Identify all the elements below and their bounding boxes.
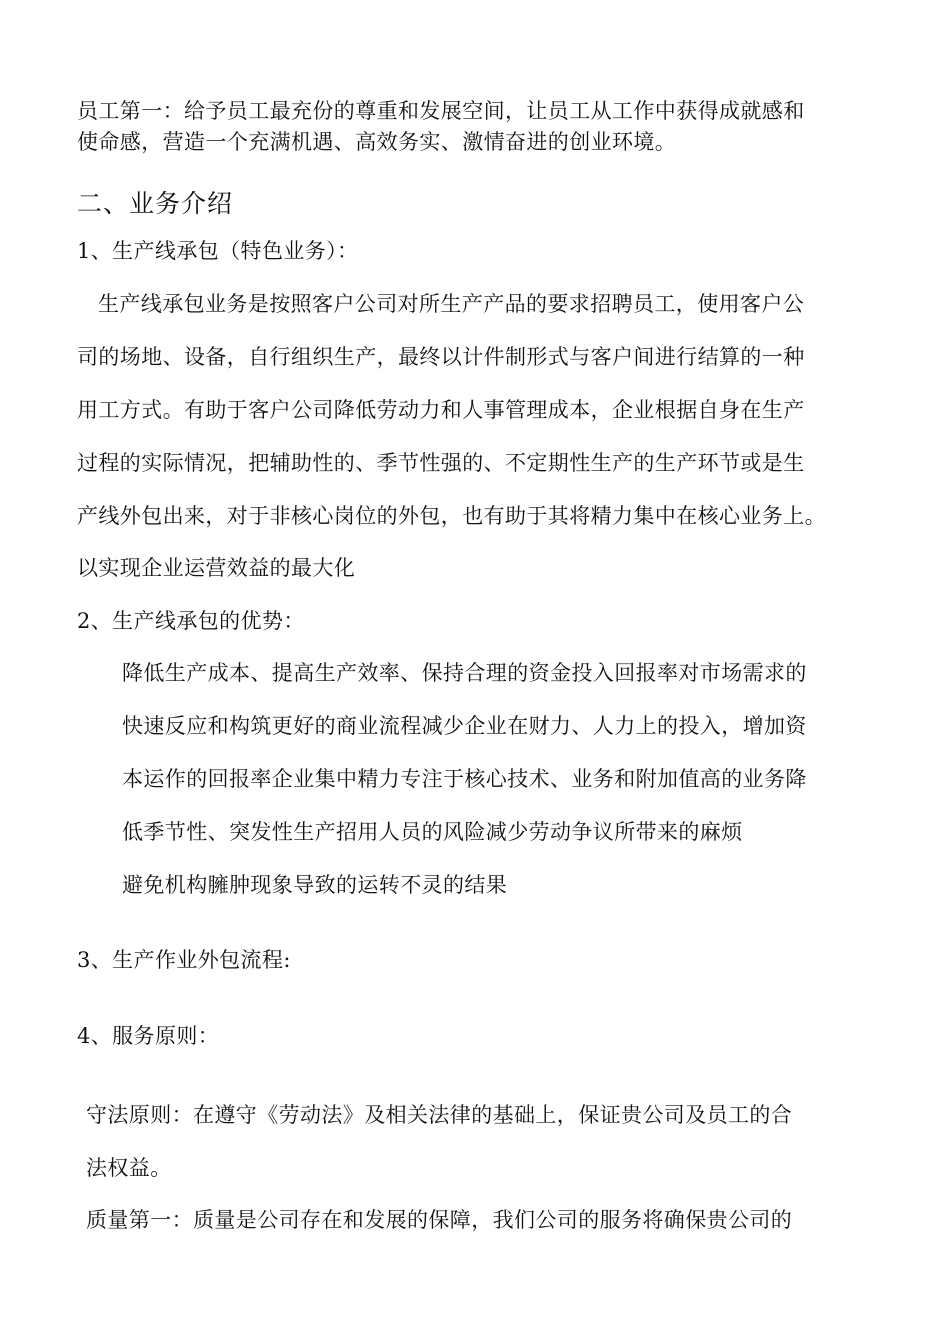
item2-title: 2、生产线承包的优势：: [77, 609, 305, 633]
item2-para-line: 低季节性、突发性生产招用人员的风险减少劳动争议所带来的麻烦: [122, 820, 743, 844]
item1-para-line: 以实现企业运营效益的最大化: [77, 556, 356, 580]
item1-para-line: 司的场地、设备，自行组织生产，最终以计件制形式与客户间进行结算的一种: [77, 345, 805, 369]
principle-line: 守法原则：在遵守《劳动法》及相关法律的基础上，保证贵公司及员工的合: [86, 1103, 793, 1127]
intro-line-1: 员工第一：给予员工最充份的尊重和发展空间，让员工从工作中获得成就感和: [77, 99, 805, 123]
item1-title: 1、生产线承包（特色业务）：: [77, 239, 359, 263]
item2-para-line: 避免机构臃肿现象导致的运转不灵的结果: [122, 873, 508, 897]
item3-title: 3、生产作业外包流程:: [77, 948, 291, 972]
item1-para-line: 生产线承包业务是按照客户公司对所生产产品的要求招聘员工，使用客户公: [98, 292, 805, 316]
intro-line-2: 使命感，营造一个充满机遇、高效务实、激情奋进的创业环境。: [77, 130, 677, 154]
item4-title: 4、服务原则：: [77, 1024, 220, 1048]
principle-line: 质量第一：质量是公司存在和发展的保障，我们公司的服务将确保贵公司的: [86, 1208, 793, 1232]
item1-para-line: 用工方式。有助于客户公司降低劳动力和人事管理成本，企业根据自身在生产: [77, 398, 805, 422]
section-heading: 二、业务介绍: [77, 189, 234, 218]
principle-line: 法权益。: [86, 1156, 172, 1180]
item2-para-line: 快速反应和构筑更好的商业流程减少企业在财力、人力上的投入，增加资: [122, 714, 807, 738]
item1-para-line: 过程的实际情况，把辅助性的、季节性强的、不定期性生产的生产环节或是生: [77, 451, 805, 475]
item2-para-line: 本运作的回报率企业集中精力专注于核心技术、业务和附加值高的业务降: [122, 767, 807, 791]
item2-para-line: 降低生产成本、提高生产效率、保持合理的资金投入回报率对市场需求的: [122, 661, 807, 685]
item1-para-line: 产线外包出来，对于非核心岗位的外包，也有助于其将精力集中在核心业务上。: [77, 504, 826, 528]
